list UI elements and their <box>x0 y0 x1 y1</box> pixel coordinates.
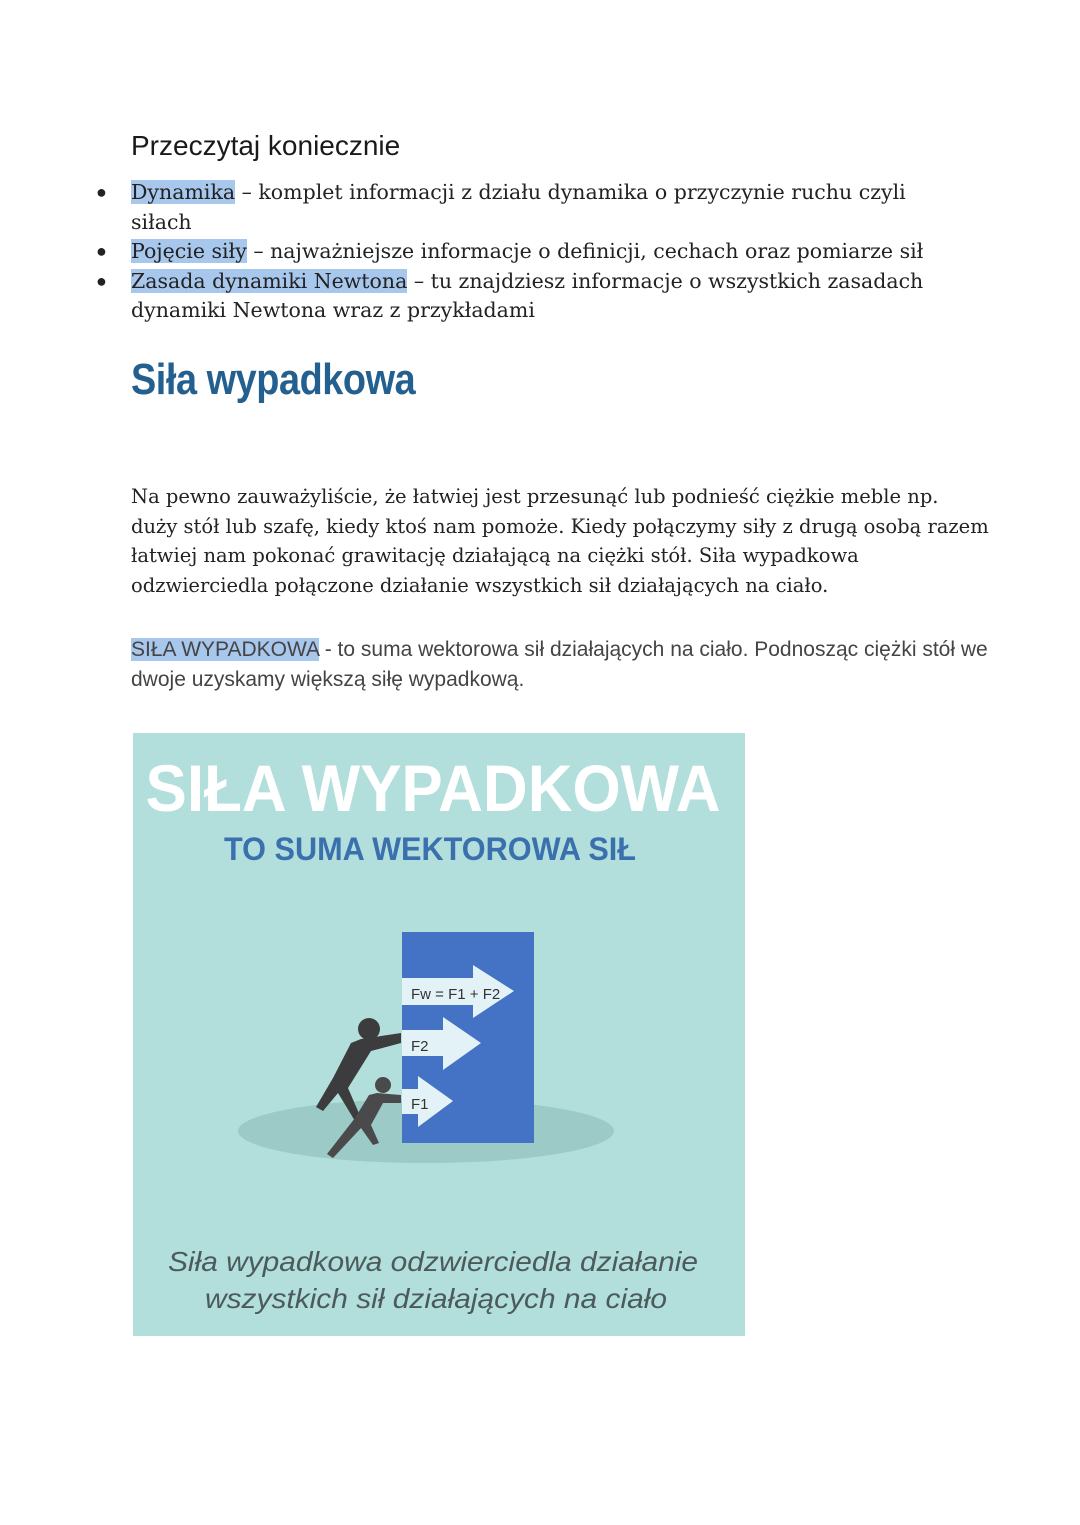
list-item-text: – najważniejsze informacje o definicji, cechach oraz pomiarze sił <box>246 239 924 263</box>
link-pojecie-sily[interactable]: Pojęcie siły <box>131 239 247 263</box>
figure-caption-line2: wszystkich sił działających na ciało <box>205 1283 667 1314</box>
list-item-text: – tu znajdziesz informacje o wszystkich zasadach dynamiki Newtona wraz z przykładami <box>131 268 924 322</box>
read-more-list <box>96 178 956 326</box>
bullet-icon: ● <box>96 182 107 202</box>
bullet-icon: ● <box>96 241 107 261</box>
list-item <box>96 178 956 237</box>
resultant-force-figure <box>133 733 745 1336</box>
link-zasady-newtona[interactable]: Zasada dynamiki Newtona <box>131 268 408 293</box>
list-item-text: – komplet informacji z działu dynamika o przyczynie ruchu czyli siłach <box>131 180 906 234</box>
figure-caption-line1: Siła wypadkowa odzwierciedla działanie <box>168 1246 698 1277</box>
figure-illustration <box>133 733 745 1336</box>
figure-subtitle: TO SUMA WEKTOROWA SIŁ <box>224 831 636 867</box>
arrow-f1-label: F1 <box>411 1096 429 1113</box>
definition-paragraph <box>131 635 1001 694</box>
link-dynamika[interactable]: Dynamika <box>131 180 236 204</box>
definition-text: - to suma wektorowa sił działających na ciało. Podnosząc ciężki stół we dwoje uzyskamy większą siłę wypadkową. <box>131 638 988 691</box>
read-more-heading: Przeczytaj koniecznie <box>131 130 401 161</box>
figure-title: SIŁA WYPADKOWA <box>145 751 721 825</box>
definition-term: SIŁA WYPADKOWA <box>131 638 319 661</box>
list-item <box>96 237 956 267</box>
section-title: Siła wypadkowa <box>131 355 416 404</box>
arrow-f2-label: F2 <box>411 1038 429 1055</box>
arrow-fw-label: Fw = F1 + F2 <box>411 986 501 1003</box>
bullet-icon: ● <box>96 270 107 291</box>
intro-paragraph: Na pewno zauważyliście, że łatwiej jest przesunąć lub podnieść ciężkie meble np. duży stół lub szafę, kiedy ktoś nam pomoże. Kiedy połączymy siły z drugą osobą razem łatwiej nam pokonać grawitację działającą na ciężki stół. Siła wypadkowa odzwierciedla połączone działanie wszystkich sił działających na ciało. <box>131 485 989 597</box>
list-item <box>96 267 956 326</box>
